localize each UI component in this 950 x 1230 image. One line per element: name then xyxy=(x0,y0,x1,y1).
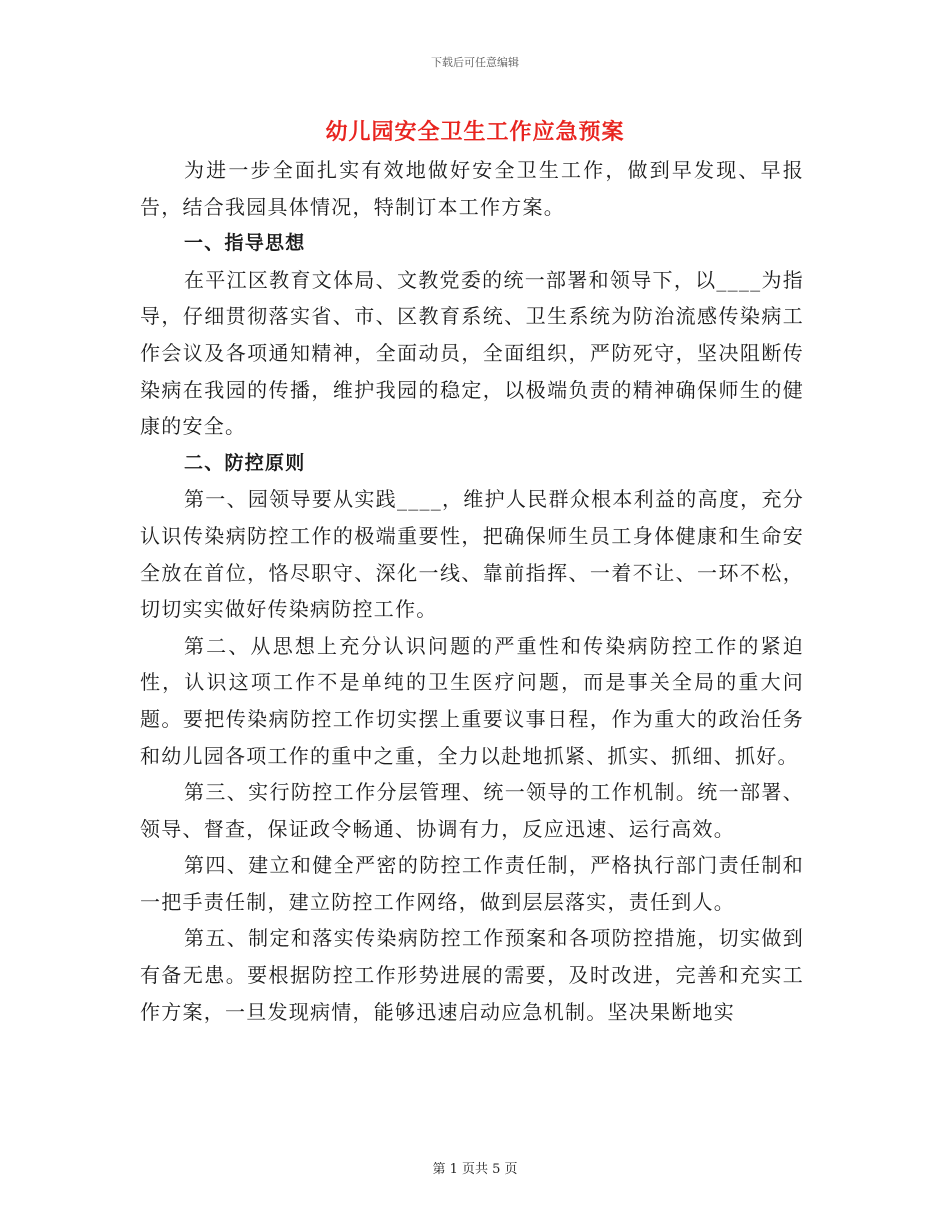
section-heading-guiding-ideology: 一、指导思想 xyxy=(184,232,306,255)
header-note: 下载后可任意编辑 xyxy=(431,56,519,69)
principle-paragraph-1: 第一、园领导要从实践____，维护人民群众根本利益的高度，充分认识传染病防控工作的极端重要性，把确保师生员工身体健康和生命安全放在首位，恪尽职守、深化一线、靠前指挥、一着不让、一环不松，切切实实做好传染病防控工作。 xyxy=(140,487,804,622)
guiding-ideology-paragraph: 在平江区教育文体局、文教党委的统一部署和领导下，以____为指导，仔细贯彻落实省、市、区教育系统、卫生系统为防治流感传染病工作会议及各项通知精神，全面动员，全面组织，严防死守，坚决阻断传染病在我园的传播，维护我园的稳定，以极端负责的精神确保师生的健康的安全。 xyxy=(140,267,804,439)
principle-paragraph-3: 第三、实行防控工作分层管理、统一领导的工作机制。统一部署、领导、督查，保证政令畅通、协调有力，反应迅速、运行高效。 xyxy=(140,780,804,841)
document-title: 幼儿园安全卫生工作应急预案 xyxy=(325,120,625,145)
intro-paragraph: 为进一步全面扎实有效地做好安全卫生工作，做到早发现、早报告，结合我园具体情况，特制订本工作方案。 xyxy=(140,158,804,219)
page-footer: 第 1 页共 5 页 xyxy=(432,1162,518,1177)
principle-paragraph-4: 第四、建立和健全严密的防控工作责任制，严格执行部门责任制和一把手责任制，建立防控工作网络，做到层层落实，责任到人。 xyxy=(140,853,804,914)
principle-paragraph-2: 第二、从思想上充分认识问题的严重性和传染病防控工作的紧迫性，认识这项工作不是单纯的卫生医疗问题，而是事关全局的重大问题。要把传染病防控工作切实摆上重要议事日程，作为重大的政治任务和幼儿园各项工作的重中之重，全力以赴地抓紧、抓实、抓细、抓好。 xyxy=(140,633,804,768)
document-body xyxy=(140,152,804,1030)
principle-paragraph-5: 第五、制定和落实传染病防控工作预案和各项防控措施，切实做到有备无患。要根据防控工作形势进展的需要，及时改进，完善和充实工作方案，一旦发现病情，能够迅速启动应急机制。坚决果断地实 xyxy=(140,926,804,1024)
section-heading-prevention-principles: 二、防控原则 xyxy=(184,451,306,474)
